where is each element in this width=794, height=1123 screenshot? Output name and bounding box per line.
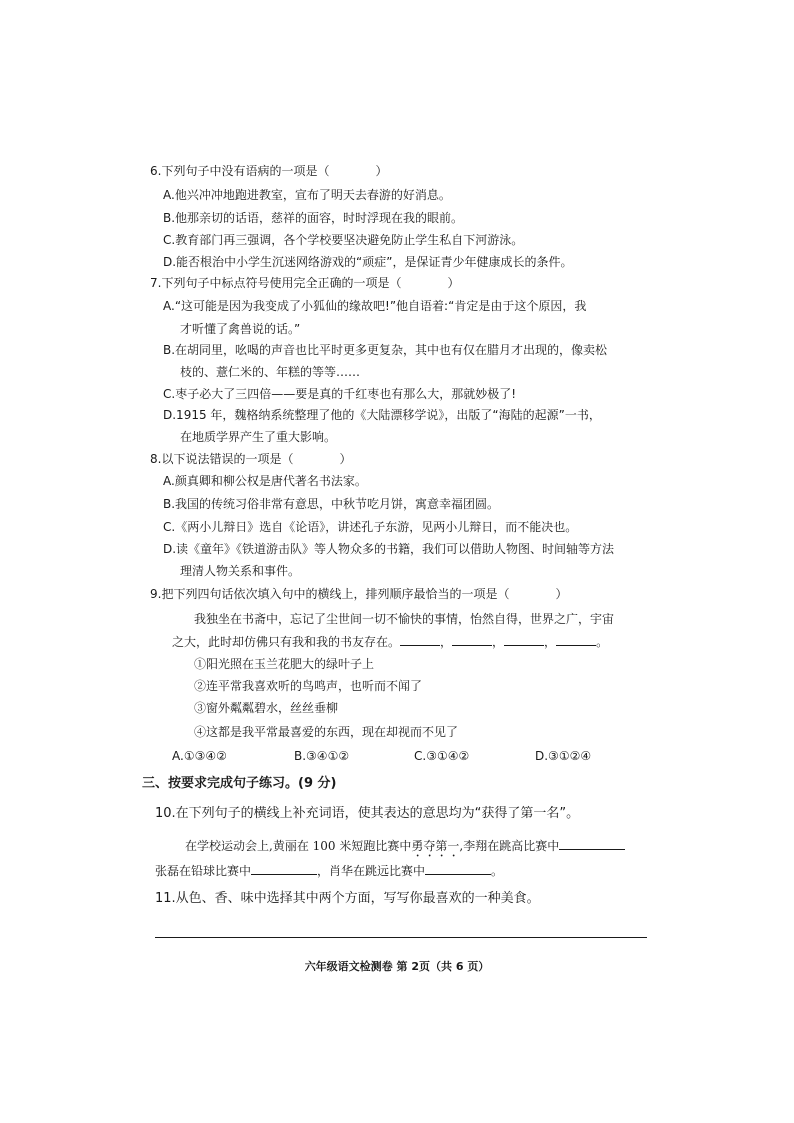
sep: ， <box>544 635 557 649</box>
q7-stem-text: 7.下列句子中标点符号使用完全正确的一项是（ <box>150 276 402 290</box>
q6-stem-end: ） <box>375 164 388 178</box>
q6-stem <box>150 163 387 179</box>
q7-option-b-line1: B.在胡同里，吆喝的声音也比平时更多更复杂，其中也有仅在腊月才出现的，像卖松 <box>163 343 608 357</box>
q11-stem: 11.从色、香、味中选择其中两个方面，写写你最喜欢的一种美食。 <box>155 891 540 906</box>
q8-stem <box>150 451 351 467</box>
q8-stem-text: 8.以下说法错误的一项是（ <box>150 452 294 466</box>
section-3-heading: 三、按要求完成句子练习。(9 分) <box>142 776 337 791</box>
q10-blank-2[interactable] <box>251 862 317 875</box>
q7-option-d-line2: 在地质学界产生了重大影响。 <box>180 430 337 444</box>
q8-option-a: A.颜真卿和柳公权是唐代著名书法家。 <box>163 474 367 488</box>
q8-option-d-line2: 理清人物关系和事件。 <box>180 564 301 578</box>
q8-option-b: B.我国的传统习俗非常有意思，中秋节吃月饼，寓意幸福团圆。 <box>163 497 500 511</box>
blank-3[interactable] <box>504 633 544 646</box>
period: 。 <box>596 635 609 649</box>
q9-item-3: ③窗外粼粼碧水，丝丝垂柳 <box>194 701 339 715</box>
q6-option-b: B.他那亲切的话语，慈祥的面容，时时浮现在我的眼前。 <box>163 211 464 225</box>
q10-text-c: ,李翔在跳高比赛中 <box>459 839 560 853</box>
q10-text-e: ，肖华在跳远比赛中 <box>317 864 426 878</box>
q9-stem-end: ） <box>555 587 568 601</box>
q9-passage-text: 之大，此时却仿佛只有我和我的书友存在。 <box>172 635 401 649</box>
q8-stem-end: ） <box>339 452 352 466</box>
q9-stem-text: 9.把下列四句话依次填入句中的横线上，排列顺序最恰当的一项是（ <box>150 587 510 601</box>
q10-text-a: 在学校运动会上,黄丽在 100 米短跑比赛中 <box>185 839 412 853</box>
q7-option-d-line1: D.1915 年，魏格纳系统整理了他的《大陆漂移学说》，出版了“海陆的起源”一书， <box>163 408 601 422</box>
q7-stem-end: ） <box>447 276 460 290</box>
blank-2[interactable] <box>452 633 492 646</box>
q7-option-b-line2: 枝的、薏仁米的、年糕的等等…… <box>180 365 361 379</box>
q6-option-d: D.能否根治中小学生沉迷网络游戏的“顽症”，是保证青少年健康成长的条件。 <box>163 255 573 269</box>
q9-choice-b: B.③④①② <box>294 749 350 763</box>
page-footer: 六年级语文检测卷 第 2页（共 6 页） <box>304 960 490 973</box>
q10-sentence-line1 <box>185 837 625 860</box>
answer-line[interactable] <box>155 937 647 938</box>
q7-option-a-line1: A.“这可能是因为我变成了小狐仙的缘故吧!”他自语着:“肯定是由于这个原因，我 <box>163 299 587 313</box>
q7-option-c: C.枣子必大了三四倍——要是真的千红枣也有那么大，那就妙极了! <box>163 387 517 401</box>
q10-stem: 10.在下列句子的横线上补充词语，使其表达的意思均为“获得了第一名”。 <box>155 806 580 821</box>
q9-item-2: ②连平常我喜欢听的鸟鸣声，也听而不闻了 <box>194 679 423 693</box>
q7-option-a-line2: 才听懂了禽兽说的话。” <box>180 322 301 336</box>
q10-text-d: 张磊在铅球比赛中 <box>155 864 252 878</box>
q9-passage-line1: 我独坐在书斋中，忘记了尘世间一切不愉快的事情，怡然自得，世界之广，宇宙 <box>194 612 615 626</box>
q8-option-d-line1: D.读《童年》《铁道游击队》等人物众多的书籍，我们可以借助人物图、时间轴等方法 <box>163 542 615 556</box>
blank-4[interactable] <box>556 633 596 646</box>
q8-option-c: C.《两小儿辩日》选自《论语》，讲述孔子东游，见两小儿辩日，而不能决也。 <box>163 520 578 534</box>
q10-sentence-line2 <box>155 862 503 879</box>
q10-blank-1[interactable] <box>559 837 625 850</box>
q9-choice-a: A.①③④② <box>172 749 227 763</box>
sep: ， <box>492 635 505 649</box>
q9-choice-c: C.③①④② <box>414 749 470 763</box>
q9-choice-d: D.③①②④ <box>535 749 592 763</box>
q10-blank-3[interactable] <box>425 862 491 875</box>
blank-1[interactable] <box>400 633 440 646</box>
q7-stem <box>150 275 459 291</box>
q9-stem <box>150 586 567 602</box>
q9-passage-line2 <box>172 633 608 650</box>
q10-emphasis-text: 勇夺第一 <box>411 839 460 853</box>
q6-option-c: C.教育部门再三强调，各个学校要坚决避免防止学生私自下河游泳。 <box>163 233 524 247</box>
q9-item-1: ①阳光照在玉兰花肥大的绿叶子上 <box>194 657 375 671</box>
sep: ， <box>440 635 453 649</box>
q6-option-a: A.他兴冲冲地跑进教室，宣布了明天去春游的好消息。 <box>163 188 451 202</box>
q10-text-f: 。 <box>491 864 504 878</box>
q9-item-4: ④这都是我平常最喜爱的东西，现在却视而不见了 <box>194 725 459 739</box>
q6-stem-text: 6.下列句子中没有语病的一项是（ <box>150 164 330 178</box>
